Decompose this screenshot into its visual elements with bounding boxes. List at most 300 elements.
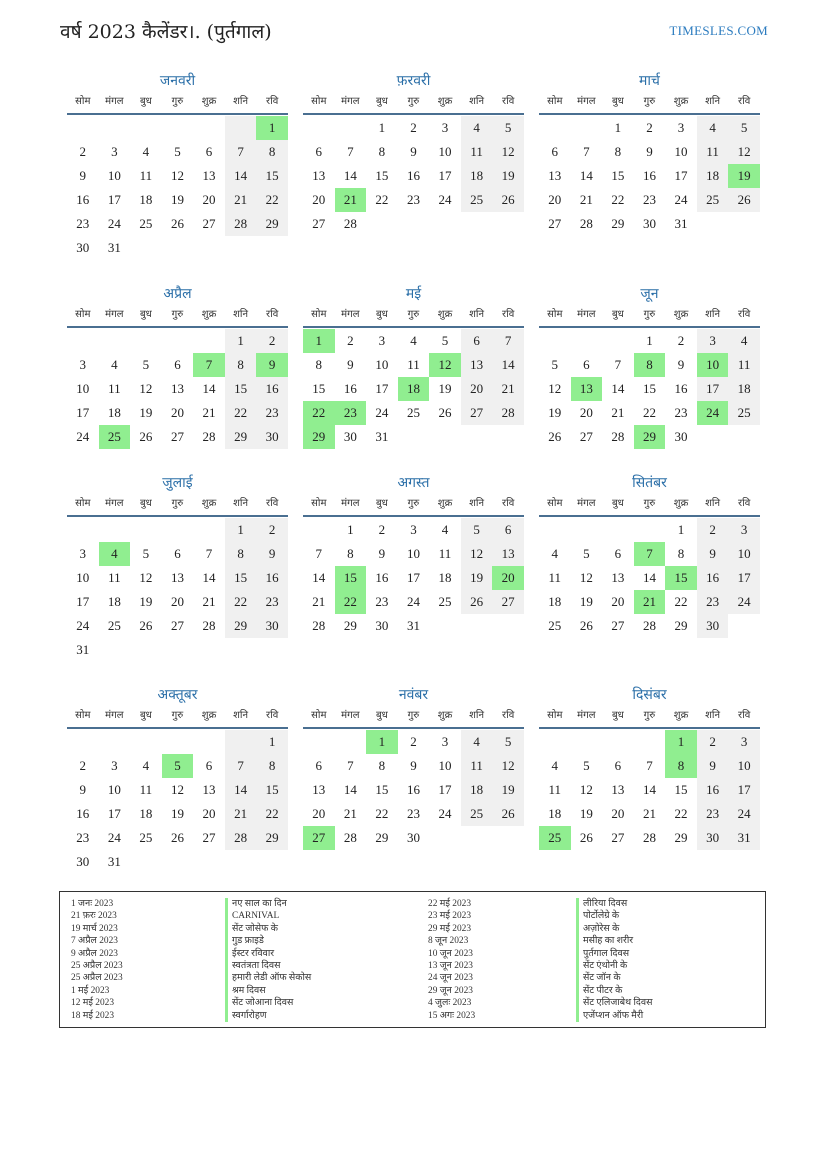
day-cell[interactable]: 10 xyxy=(76,570,90,585)
day-cell[interactable]: 1 xyxy=(378,120,386,135)
day-cell[interactable]: 31 xyxy=(406,618,420,633)
day-cell[interactable]: 19 xyxy=(728,164,760,188)
day-cell[interactable]: 23 xyxy=(406,192,420,207)
day-cell[interactable]: 17 xyxy=(107,192,121,207)
day-cell[interactable]: 15 xyxy=(375,168,389,183)
day-cell[interactable]: 25 xyxy=(406,405,420,420)
day-cell[interactable]: 28 xyxy=(492,401,524,425)
day-cell[interactable]: 3 xyxy=(410,522,417,537)
day-cell[interactable]: 7 xyxy=(492,329,524,353)
day-cell[interactable]: 21 xyxy=(634,590,666,614)
day-cell[interactable]: 8 xyxy=(665,754,697,778)
day-cell[interactable]: 23 xyxy=(642,192,656,207)
day-cell[interactable]: 19 xyxy=(492,164,524,188)
day-cell[interactable]: 29 xyxy=(674,618,688,633)
day-cell[interactable]: 9 xyxy=(697,542,729,566)
day-cell[interactable]: 5 xyxy=(492,116,524,140)
day-cell[interactable]: 10 xyxy=(728,542,760,566)
day-cell[interactable]: 9 xyxy=(410,144,417,159)
day-cell[interactable]: 24 xyxy=(107,216,121,231)
day-cell[interactable]: 6 xyxy=(315,144,323,159)
day-cell[interactable]: 15 xyxy=(225,566,257,590)
day-cell[interactable]: 12 xyxy=(579,570,593,585)
day-cell[interactable]: 12 xyxy=(170,782,184,797)
day-cell[interactable]: 13 xyxy=(312,782,326,797)
day-cell[interactable]: 24 xyxy=(76,429,90,444)
day-cell[interactable]: 27 xyxy=(611,618,625,633)
day-cell[interactable]: 28 xyxy=(225,826,257,850)
day-cell[interactable]: 12 xyxy=(492,754,524,778)
day-cell[interactable]: 25 xyxy=(107,618,121,633)
day-cell[interactable]: 23 xyxy=(697,590,729,614)
day-cell[interactable]: 20 xyxy=(202,806,216,821)
day-cell[interactable]: 6 xyxy=(583,357,590,372)
day-cell[interactable]: 1 xyxy=(256,730,288,754)
day-cell[interactable]: 29 xyxy=(225,425,257,449)
day-cell[interactable]: 4 xyxy=(441,522,449,537)
day-cell[interactable]: 16 xyxy=(256,566,288,590)
day-cell[interactable]: 21 xyxy=(312,594,326,609)
day-cell[interactable]: 13 xyxy=(571,377,603,401)
day-cell[interactable]: 26 xyxy=(461,590,493,614)
day-cell[interactable]: 14 xyxy=(492,353,524,377)
day-cell[interactable]: 18 xyxy=(461,778,493,802)
day-cell[interactable]: 10 xyxy=(697,353,729,377)
day-cell[interactable]: 17 xyxy=(697,377,729,401)
day-cell[interactable]: 3 xyxy=(378,333,386,348)
day-cell[interactable]: 24 xyxy=(107,830,121,845)
day-cell[interactable]: 6 xyxy=(614,758,622,773)
day-cell[interactable]: 8 xyxy=(677,546,685,561)
day-cell[interactable]: 25 xyxy=(139,216,153,231)
day-cell[interactable]: 2 xyxy=(697,730,729,754)
day-cell[interactable]: 27 xyxy=(548,216,562,231)
day-cell[interactable]: 26 xyxy=(170,830,184,845)
day-cell[interactable]: 12 xyxy=(728,140,760,164)
day-cell[interactable]: 5 xyxy=(142,546,150,561)
day-cell[interactable]: 18 xyxy=(139,806,153,821)
day-cell[interactable]: 29 xyxy=(634,425,666,449)
day-cell[interactable]: 20 xyxy=(611,594,625,609)
day-cell[interactable]: 4 xyxy=(99,542,131,566)
day-cell[interactable]: 22 xyxy=(375,806,389,821)
day-cell[interactable]: 3 xyxy=(697,329,729,353)
day-cell[interactable]: 23 xyxy=(335,401,367,425)
day-cell[interactable]: 19 xyxy=(579,806,593,821)
day-cell[interactable]: 30 xyxy=(256,614,288,638)
day-cell[interactable]: 10 xyxy=(438,144,452,159)
day-cell[interactable]: 26 xyxy=(139,618,153,633)
day-cell[interactable]: 11 xyxy=(461,754,493,778)
day-cell[interactable]: 14 xyxy=(642,570,656,585)
day-cell[interactable]: 5 xyxy=(174,144,181,159)
day-cell[interactable]: 7 xyxy=(205,546,213,561)
day-cell[interactable]: 6 xyxy=(551,144,559,159)
day-cell[interactable]: 17 xyxy=(438,782,452,797)
day-cell[interactable]: 18 xyxy=(548,806,562,821)
day-cell[interactable]: 23 xyxy=(697,802,729,826)
day-cell[interactable]: 19 xyxy=(170,806,184,821)
day-cell[interactable]: 24 xyxy=(728,802,760,826)
day-cell[interactable]: 4 xyxy=(551,546,559,561)
day-cell[interactable]: 16 xyxy=(76,192,90,207)
day-cell[interactable]: 15 xyxy=(642,381,656,396)
day-cell[interactable]: 26 xyxy=(492,802,524,826)
day-cell[interactable]: 13 xyxy=(492,542,524,566)
day-cell[interactable]: 15 xyxy=(225,377,257,401)
day-cell[interactable]: 5 xyxy=(162,754,194,778)
day-cell[interactable]: 26 xyxy=(170,216,184,231)
day-cell[interactable]: 8 xyxy=(378,758,386,773)
day-cell[interactable]: 18 xyxy=(107,405,121,420)
day-cell[interactable]: 11 xyxy=(548,570,562,585)
day-cell[interactable]: 21 xyxy=(611,405,625,420)
day-cell[interactable]: 28 xyxy=(202,429,216,444)
day-cell[interactable]: 29 xyxy=(256,826,288,850)
day-cell[interactable]: 3 xyxy=(111,758,118,773)
day-cell[interactable]: 22 xyxy=(225,401,257,425)
day-cell[interactable]: 27 xyxy=(611,830,625,845)
day-cell[interactable]: 3 xyxy=(728,730,760,754)
day-cell[interactable]: 26 xyxy=(492,188,524,212)
day-cell[interactable]: 17 xyxy=(375,381,389,396)
day-cell[interactable]: 14 xyxy=(343,782,357,797)
day-cell[interactable]: 10 xyxy=(375,357,389,372)
day-cell[interactable]: 6 xyxy=(614,546,622,561)
day-cell[interactable]: 12 xyxy=(139,381,153,396)
day-cell[interactable]: 11 xyxy=(697,140,729,164)
day-cell[interactable]: 5 xyxy=(583,758,590,773)
day-cell[interactable]: 4 xyxy=(142,758,150,773)
day-cell[interactable]: 1 xyxy=(646,333,653,348)
day-cell[interactable]: 28 xyxy=(225,212,257,236)
day-cell[interactable]: 9 xyxy=(347,357,354,372)
day-cell[interactable]: 14 xyxy=(312,570,326,585)
day-cell[interactable]: 17 xyxy=(76,405,90,420)
day-cell[interactable]: 16 xyxy=(256,377,288,401)
day-cell[interactable]: 4 xyxy=(551,758,559,773)
day-cell[interactable]: 28 xyxy=(642,830,656,845)
day-cell[interactable]: 28 xyxy=(611,429,625,444)
day-cell[interactable]: 2 xyxy=(697,518,729,542)
day-cell[interactable]: 14 xyxy=(225,164,257,188)
day-cell[interactable]: 9 xyxy=(677,357,685,372)
day-cell[interactable]: 24 xyxy=(438,806,452,821)
day-cell[interactable]: 4 xyxy=(410,333,417,348)
day-cell[interactable]: 31 xyxy=(107,240,121,255)
day-cell[interactable]: 13 xyxy=(611,570,625,585)
site-link[interactable]: TIMESLES.COM xyxy=(669,23,768,38)
day-cell[interactable]: 3 xyxy=(79,357,87,372)
day-cell[interactable]: 28 xyxy=(202,618,216,633)
day-cell[interactable]: 6 xyxy=(174,546,181,561)
day-cell[interactable]: 16 xyxy=(697,778,729,802)
day-cell[interactable]: 2 xyxy=(410,734,417,749)
day-cell[interactable]: 16 xyxy=(674,381,688,396)
day-cell[interactable]: 21 xyxy=(202,405,216,420)
day-cell[interactable]: 25 xyxy=(139,830,153,845)
day-cell[interactable]: 15 xyxy=(375,782,389,797)
day-cell[interactable]: 26 xyxy=(548,429,562,444)
day-cell[interactable]: 6 xyxy=(205,144,213,159)
day-cell[interactable]: 22 xyxy=(642,405,656,420)
day-cell[interactable]: 29 xyxy=(256,212,288,236)
day-cell[interactable]: 23 xyxy=(76,216,90,231)
day-cell[interactable]: 22 xyxy=(256,802,288,826)
day-cell[interactable]: 6 xyxy=(174,357,181,372)
day-cell[interactable]: 14 xyxy=(579,168,593,183)
day-cell[interactable]: 20 xyxy=(170,405,184,420)
day-cell[interactable]: 26 xyxy=(579,830,593,845)
day-cell[interactable]: 16 xyxy=(343,381,357,396)
day-cell[interactable]: 9 xyxy=(79,782,87,797)
day-cell[interactable]: 7 xyxy=(646,758,653,773)
day-cell[interactable]: 29 xyxy=(674,830,688,845)
day-cell[interactable]: 22 xyxy=(256,188,288,212)
day-cell[interactable]: 23 xyxy=(256,590,288,614)
day-cell[interactable]: 20 xyxy=(611,806,625,821)
day-cell[interactable]: 18 xyxy=(107,594,121,609)
day-cell[interactable]: 1 xyxy=(347,522,354,537)
day-cell[interactable]: 7 xyxy=(583,144,590,159)
day-cell[interactable]: 15 xyxy=(665,566,697,590)
day-cell[interactable]: 25 xyxy=(461,188,493,212)
day-cell[interactable]: 8 xyxy=(256,140,288,164)
day-cell[interactable]: 27 xyxy=(579,429,593,444)
day-cell[interactable]: 29 xyxy=(611,216,625,231)
day-cell[interactable]: 12 xyxy=(429,353,461,377)
day-cell[interactable]: 25 xyxy=(548,618,562,633)
day-cell[interactable]: 16 xyxy=(697,566,729,590)
day-cell[interactable]: 18 xyxy=(548,594,562,609)
day-cell[interactable]: 1 xyxy=(677,522,685,537)
day-cell[interactable]: 11 xyxy=(548,782,562,797)
day-cell[interactable]: 16 xyxy=(76,806,90,821)
day-cell[interactable]: 30 xyxy=(375,618,389,633)
day-cell[interactable]: 22 xyxy=(674,594,688,609)
day-cell[interactable]: 25 xyxy=(438,594,452,609)
day-cell[interactable]: 4 xyxy=(697,116,729,140)
day-cell[interactable]: 7 xyxy=(225,754,257,778)
day-cell[interactable]: 6 xyxy=(205,758,213,773)
day-cell[interactable]: 28 xyxy=(579,216,593,231)
day-cell[interactable]: 22 xyxy=(674,806,688,821)
day-cell[interactable]: 7 xyxy=(347,758,354,773)
day-cell[interactable]: 2 xyxy=(79,144,87,159)
day-cell[interactable]: 20 xyxy=(548,192,562,207)
day-cell[interactable]: 5 xyxy=(583,546,590,561)
day-cell[interactable]: 10 xyxy=(406,546,420,561)
day-cell[interactable]: 17 xyxy=(728,778,760,802)
day-cell[interactable]: 26 xyxy=(579,618,593,633)
day-cell[interactable]: 26 xyxy=(728,188,760,212)
day-cell[interactable]: 22 xyxy=(611,192,625,207)
day-cell[interactable]: 29 xyxy=(225,614,257,638)
day-cell[interactable]: 22 xyxy=(335,590,367,614)
day-cell[interactable]: 8 xyxy=(378,144,386,159)
day-cell[interactable]: 5 xyxy=(551,357,559,372)
day-cell[interactable]: 8 xyxy=(634,353,666,377)
day-cell[interactable]: 20 xyxy=(312,806,326,821)
day-cell[interactable]: 12 xyxy=(579,782,593,797)
day-cell[interactable]: 19 xyxy=(461,566,493,590)
day-cell[interactable]: 25 xyxy=(539,826,571,850)
day-cell[interactable]: 10 xyxy=(76,381,90,396)
day-cell[interactable]: 13 xyxy=(202,782,216,797)
day-cell[interactable]: 1 xyxy=(225,329,257,353)
day-cell[interactable]: 31 xyxy=(76,642,90,657)
day-cell[interactable]: 20 xyxy=(461,377,493,401)
day-cell[interactable]: 18 xyxy=(438,570,452,585)
day-cell[interactable]: 19 xyxy=(438,381,452,396)
day-cell[interactable]: 14 xyxy=(343,168,357,183)
day-cell[interactable]: 15 xyxy=(312,381,326,396)
day-cell[interactable]: 30 xyxy=(343,429,357,444)
day-cell[interactable]: 20 xyxy=(170,594,184,609)
day-cell[interactable]: 9 xyxy=(256,353,288,377)
day-cell[interactable]: 2 xyxy=(347,333,354,348)
day-cell[interactable]: 11 xyxy=(108,381,121,396)
day-cell[interactable]: 21 xyxy=(579,192,593,207)
day-cell[interactable]: 13 xyxy=(548,168,562,183)
day-cell[interactable]: 16 xyxy=(375,570,389,585)
day-cell[interactable]: 30 xyxy=(76,240,90,255)
day-cell[interactable]: 3 xyxy=(728,518,760,542)
day-cell[interactable]: 2 xyxy=(646,120,653,135)
day-cell[interactable]: 15 xyxy=(674,782,688,797)
day-cell[interactable]: 18 xyxy=(139,192,153,207)
day-cell[interactable]: 30 xyxy=(697,826,729,850)
day-cell[interactable]: 10 xyxy=(674,144,688,159)
day-cell[interactable]: 13 xyxy=(170,570,184,585)
day-cell[interactable]: 2 xyxy=(79,758,87,773)
day-cell[interactable]: 26 xyxy=(438,405,452,420)
day-cell[interactable]: 2 xyxy=(256,518,288,542)
day-cell[interactable]: 31 xyxy=(674,216,688,231)
day-cell[interactable]: 12 xyxy=(139,570,153,585)
day-cell[interactable]: 24 xyxy=(438,192,452,207)
day-cell[interactable]: 31 xyxy=(107,854,121,869)
day-cell[interactable]: 20 xyxy=(202,192,216,207)
day-cell[interactable]: 19 xyxy=(492,778,524,802)
day-cell[interactable]: 23 xyxy=(674,405,688,420)
day-cell[interactable]: 14 xyxy=(225,778,257,802)
day-cell[interactable]: 12 xyxy=(548,381,562,396)
day-cell[interactable]: 7 xyxy=(225,140,257,164)
day-cell[interactable]: 5 xyxy=(728,116,760,140)
day-cell[interactable]: 30 xyxy=(674,429,688,444)
day-cell[interactable]: 10 xyxy=(107,168,121,183)
day-cell[interactable]: 30 xyxy=(76,854,90,869)
day-cell[interactable]: 29 xyxy=(375,830,389,845)
day-cell[interactable]: 8 xyxy=(225,353,257,377)
day-cell[interactable]: 7 xyxy=(347,144,354,159)
day-cell[interactable]: 27 xyxy=(461,401,493,425)
day-cell[interactable]: 13 xyxy=(611,782,625,797)
day-cell[interactable]: 1 xyxy=(225,518,257,542)
day-cell[interactable]: 13 xyxy=(170,381,184,396)
day-cell[interactable]: 23 xyxy=(375,594,389,609)
day-cell[interactable]: 1 xyxy=(256,116,288,140)
day-cell[interactable]: 24 xyxy=(375,405,389,420)
day-cell[interactable]: 3 xyxy=(441,120,449,135)
day-cell[interactable]: 9 xyxy=(79,168,87,183)
day-cell[interactable]: 18 xyxy=(728,377,760,401)
day-cell[interactable]: 15 xyxy=(611,168,625,183)
day-cell[interactable]: 16 xyxy=(642,168,656,183)
day-cell[interactable]: 12 xyxy=(170,168,184,183)
day-cell[interactable]: 27 xyxy=(312,216,326,231)
day-cell[interactable]: 5 xyxy=(441,333,449,348)
day-cell[interactable]: 13 xyxy=(312,168,326,183)
day-cell[interactable]: 3 xyxy=(111,144,118,159)
day-cell[interactable]: 19 xyxy=(139,405,153,420)
day-cell[interactable]: 30 xyxy=(256,425,288,449)
day-cell[interactable]: 17 xyxy=(438,168,452,183)
day-cell[interactable]: 30 xyxy=(642,216,656,231)
day-cell[interactable]: 18 xyxy=(697,164,729,188)
day-cell[interactable]: 11 xyxy=(461,140,493,164)
day-cell[interactable]: 3 xyxy=(79,546,87,561)
day-cell[interactable]: 29 xyxy=(303,425,335,449)
day-cell[interactable]: 27 xyxy=(202,830,216,845)
day-cell[interactable]: 28 xyxy=(343,216,357,231)
day-cell[interactable]: 11 xyxy=(728,353,760,377)
day-cell[interactable]: 27 xyxy=(170,618,184,633)
day-cell[interactable]: 19 xyxy=(548,405,562,420)
day-cell[interactable]: 18 xyxy=(461,164,493,188)
day-cell[interactable]: 20 xyxy=(312,192,326,207)
day-cell[interactable]: 28 xyxy=(343,830,357,845)
day-cell[interactable]: 8 xyxy=(315,357,323,372)
day-cell[interactable]: 1 xyxy=(303,329,335,353)
day-cell[interactable]: 11 xyxy=(438,546,452,561)
day-cell[interactable]: 30 xyxy=(697,614,729,638)
day-cell[interactable]: 11 xyxy=(139,782,153,797)
day-cell[interactable]: 21 xyxy=(335,188,367,212)
day-cell[interactable]: 16 xyxy=(406,782,420,797)
day-cell[interactable]: 19 xyxy=(579,594,593,609)
day-cell[interactable]: 8 xyxy=(256,754,288,778)
day-cell[interactable]: 22 xyxy=(303,401,335,425)
day-cell[interactable]: 9 xyxy=(410,758,417,773)
day-cell[interactable]: 11 xyxy=(139,168,153,183)
day-cell[interactable]: 6 xyxy=(315,758,323,773)
day-cell[interactable]: 21 xyxy=(225,802,257,826)
day-cell[interactable]: 23 xyxy=(76,830,90,845)
day-cell[interactable]: 11 xyxy=(108,570,121,585)
day-cell[interactable]: 17 xyxy=(107,806,121,821)
day-cell[interactable]: 8 xyxy=(347,546,354,561)
day-cell[interactable]: 12 xyxy=(492,140,524,164)
day-cell[interactable]: 21 xyxy=(225,188,257,212)
day-cell[interactable]: 2 xyxy=(677,333,685,348)
day-cell[interactable]: 24 xyxy=(406,594,420,609)
day-cell[interactable]: 29 xyxy=(343,618,357,633)
day-cell[interactable]: 1 xyxy=(614,120,622,135)
day-cell[interactable]: 22 xyxy=(375,192,389,207)
day-cell[interactable]: 14 xyxy=(611,381,625,396)
day-cell[interactable]: 9 xyxy=(646,144,653,159)
day-cell[interactable]: 17 xyxy=(728,566,760,590)
day-cell[interactable]: 5 xyxy=(461,518,493,542)
day-cell[interactable]: 31 xyxy=(728,826,760,850)
day-cell[interactable]: 25 xyxy=(728,401,760,425)
day-cell[interactable]: 2 xyxy=(378,522,386,537)
day-cell[interactable]: 4 xyxy=(728,329,760,353)
day-cell[interactable]: 7 xyxy=(634,542,666,566)
day-cell[interactable]: 4 xyxy=(461,116,493,140)
